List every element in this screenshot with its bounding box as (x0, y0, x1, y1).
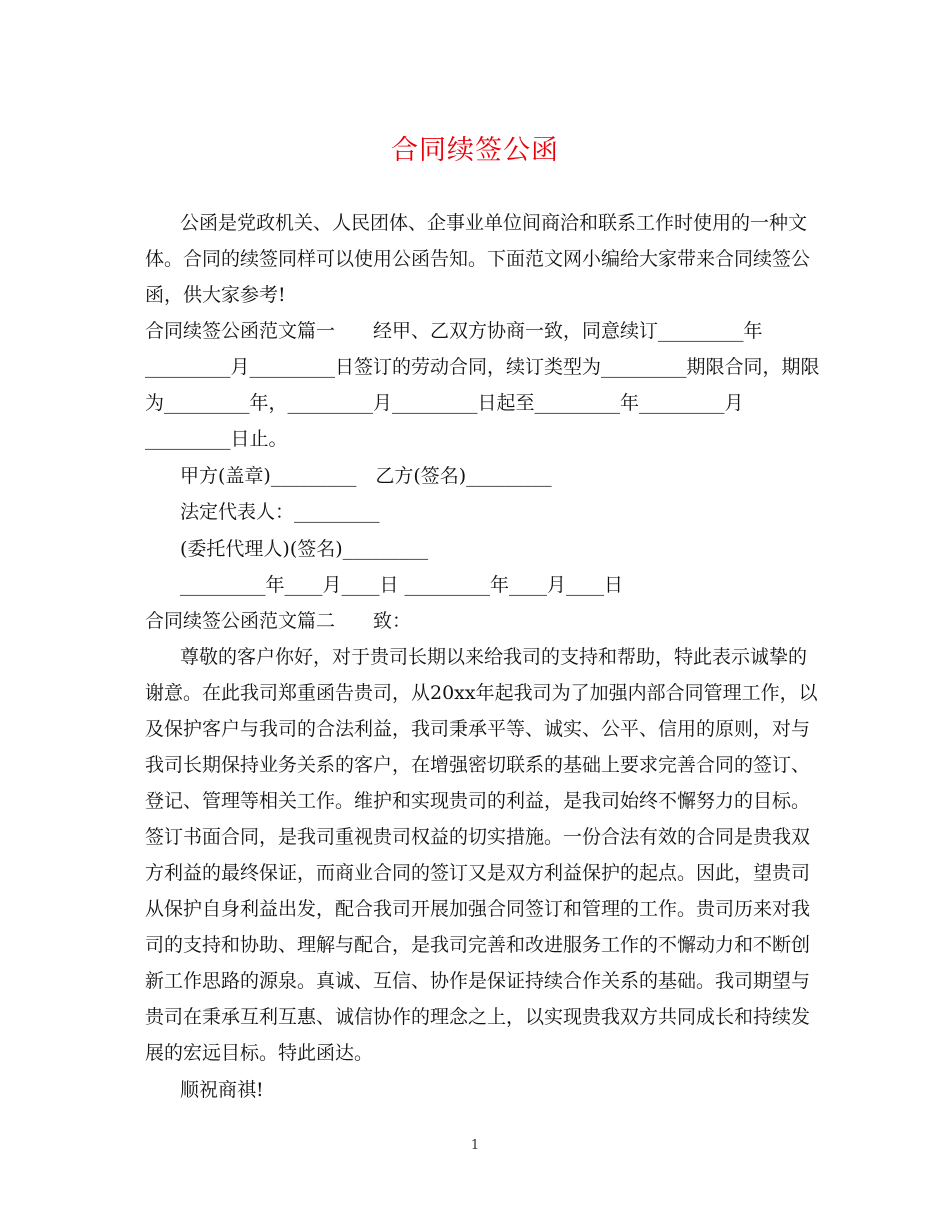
section-heading-line: 合同续签公函范文篇一 经甲、乙双方协商一致，同意续订_________年 (145, 320, 763, 342)
signature-line: (委托代理人)(签名)_________ (180, 538, 429, 560)
page-number: 1 (470, 1138, 480, 1153)
closing-line: 顺祝商祺! (180, 1079, 264, 1101)
signature-line: 法定代表人：_________ (180, 501, 380, 523)
paragraph-line: 展的宏远目标。特此函达。 (145, 1042, 374, 1064)
paragraph-line: _________日止。 (145, 428, 288, 450)
paragraph-line: _________月_________日签订的劳动合同，续订类型为_________期限合同，期限 (145, 356, 820, 378)
paragraph-line: 为_________年，_________月_________日起至_________年_________月 (145, 392, 744, 414)
paragraph-line: 尊敬的客户你好，对于贵司长期以来给我司的支持和帮助，特此表示诚挚的 (180, 646, 808, 668)
paragraph-line: 从保护自身利益出发，配合我司开展加强合同签订和管理的工作。贵司历来对我 (145, 898, 811, 920)
paragraph-line: 登记、管理等相关工作。维护和实现贵司的利益，是我司始终不懈努力的目标。 (145, 790, 811, 812)
paragraph-line: 方利益的最终保证，而商业合同的签订又是双方利益保护的起点。因此，望贵司 (145, 862, 811, 884)
paragraph-line: 体。合同的续签同样可以使用公函告知。下面范文网小编给大家带来合同续签公 (145, 248, 811, 270)
paragraph-line: 我司长期保持业务关系的客户，在增强密切联系的基础上要求完善合同的签订、 (145, 754, 811, 776)
paragraph-line: 新工作思路的源泉。真诚、互信、协作是保证持续合作关系的基础。我司期望与 (145, 970, 811, 992)
signature-line: 甲方(盖章)_________ 乙方(签名)_________ (180, 465, 552, 487)
paragraph-line: 贵司在秉承互利互惠、诚信协作的理念之上，以实现贵我双方共同成长和持续发 (145, 1006, 811, 1028)
document-title: 合同续签公函 (391, 135, 559, 166)
paragraph-line: 公函是党政机关、人民团体、企事业单位间商洽和联系工作时使用的一种文 (180, 212, 808, 234)
section-heading-line: 合同续签公函范文篇二 致： (145, 610, 412, 632)
paragraph-line: 签订书面合同，是我司重视贵司权益的切实措施。一份合法有效的合同是贵我双 (145, 826, 811, 848)
paragraph-line: 函，供大家参考! (145, 284, 286, 306)
paragraph-line: 司的支持和协助、理解与配合，是我司完善和改进服务工作的不懈动力和不断创 (145, 934, 811, 956)
date-line: _________年____月____日 _________年____月____日 (180, 574, 624, 596)
paragraph-line: 及保护客户与我司的合法利益，我司秉承平等、诚实、公平、信用的原则，对与 (145, 718, 811, 740)
paragraph-line: 谢意。在此我司郑重函告贵司，从20xx年起我司为了加强内部合同管理工作，以 (145, 682, 818, 704)
